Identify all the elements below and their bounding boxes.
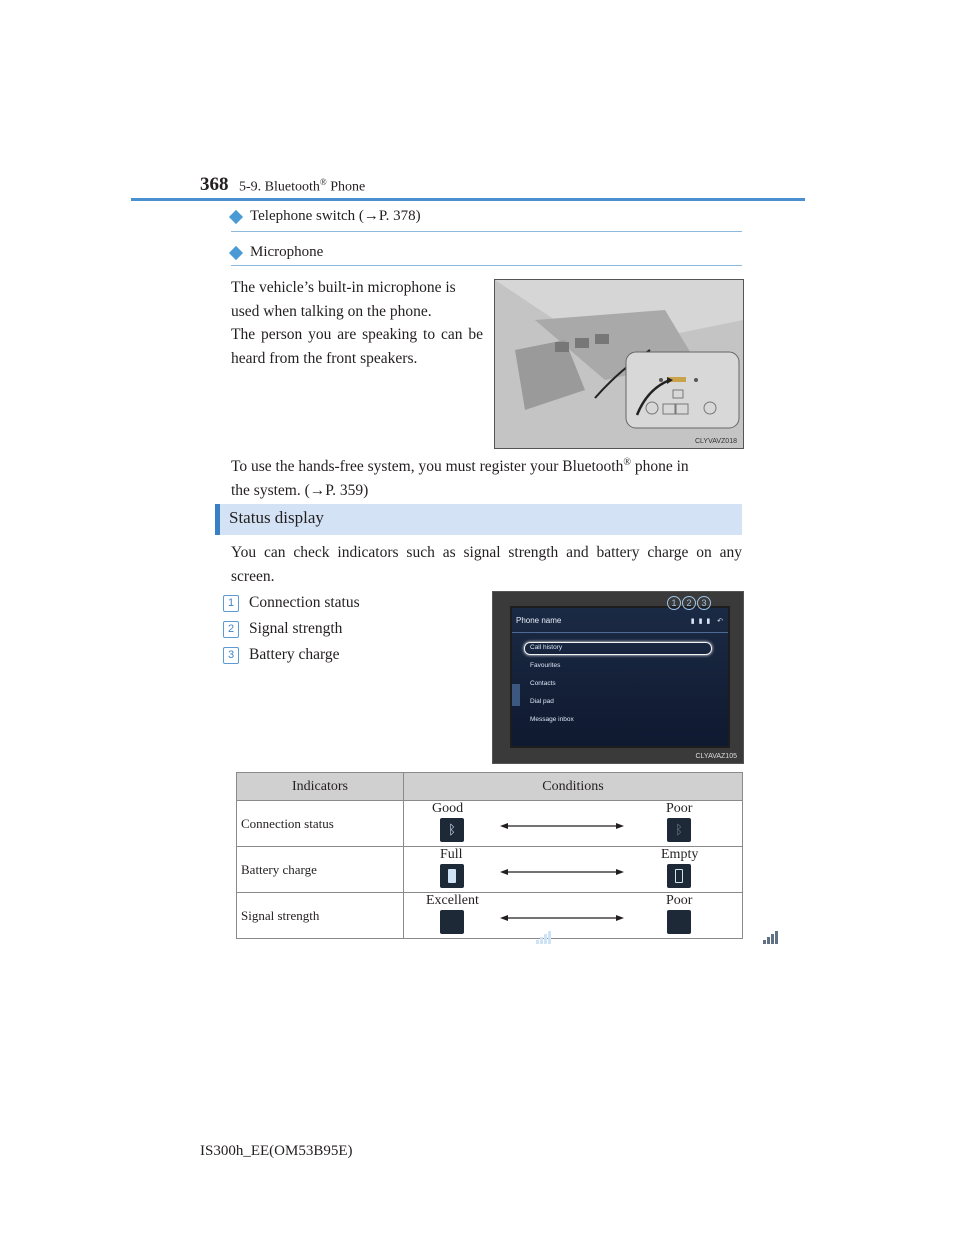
- chapter-title: [239, 177, 365, 196]
- signal-low-icon: [667, 910, 691, 934]
- condition-right-label: Poor: [666, 801, 693, 816]
- status-intro: You can check indicators such as signal strength and battery charge on any screen.: [231, 544, 742, 585]
- menu-item[interactable]: Message inbox: [530, 716, 574, 723]
- screen-title: Phone name: [516, 616, 562, 625]
- condition-left-label: Excellent: [426, 893, 479, 908]
- table-cell-label: Signal strength: [237, 893, 404, 939]
- table-header: Conditions: [404, 773, 743, 801]
- table-cell-label: Connection status: [237, 801, 404, 847]
- indicator-table: [236, 772, 743, 939]
- bluetooth-icon: ᛒ: [667, 818, 691, 842]
- table-cell-conditions: [404, 893, 743, 939]
- battery-full-icon: [440, 864, 464, 888]
- double-arrow-icon: [500, 821, 624, 831]
- side-scroll-tab[interactable]: [512, 684, 520, 706]
- chapter-text: 5-9. Bluetooth: [239, 179, 320, 195]
- display-screen: [510, 606, 730, 748]
- table-row: [237, 801, 743, 847]
- table-cell-conditions: [404, 847, 743, 893]
- table-cell-conditions: [404, 801, 743, 847]
- status-icons: ▮ ▮ ▮ ↶: [690, 618, 724, 625]
- list-item-label: Battery charge: [249, 646, 340, 663]
- screen-menu: [530, 643, 574, 724]
- hands-free-line2: the system. (→P. 359): [231, 482, 369, 500]
- microphone-text: Microphone: [250, 244, 324, 260]
- menu-item[interactable]: Dial pad: [530, 698, 554, 705]
- callout-badge: 3: [697, 596, 711, 610]
- bluetooth-icon: ᛒ: [440, 818, 464, 842]
- condition-right-label: Empty: [661, 847, 699, 862]
- table-header: Indicators: [237, 773, 404, 801]
- subhead-rule: [231, 265, 742, 266]
- hands-free-line1-tail: phone in: [630, 458, 689, 476]
- table-row: [237, 847, 743, 893]
- overhead-console-illustration: [495, 280, 743, 448]
- header-rule: [131, 198, 805, 201]
- number-badge: 2: [223, 621, 239, 638]
- condition-left-label: Good: [432, 801, 464, 816]
- telephone-switch-text: Telephone switch (→P. 378): [250, 208, 421, 224]
- table-header-row: [237, 773, 743, 801]
- status-item-list: [223, 590, 360, 668]
- subhead-rule: [231, 231, 742, 232]
- diamond-bullet-icon: [229, 245, 243, 259]
- microphone-paragraph-1: The vehicle’s built-in microphone is used when talking on the phone.: [231, 279, 456, 320]
- table-row: [237, 893, 743, 939]
- list-item-label: Signal strength: [249, 620, 343, 637]
- microphone-location-figure: [494, 279, 744, 449]
- callout-numbers: [667, 596, 711, 610]
- registered-mark: ®: [623, 457, 631, 468]
- hands-free-line1: To use the hands-free system, you must register your Bluetooth: [231, 458, 624, 476]
- list-item: [223, 616, 360, 642]
- figure-code: CLYVAVZ018: [694, 438, 737, 445]
- list-item-label: Connection status: [249, 594, 360, 611]
- callout-badge: 1: [667, 596, 681, 610]
- hands-free-paragraph: [231, 451, 746, 503]
- callout-badge: 2: [682, 596, 696, 610]
- page-number: 368: [200, 174, 229, 195]
- registered-mark: ®: [319, 177, 327, 187]
- screen-figure: [492, 591, 744, 764]
- list-item: [223, 590, 360, 616]
- section-title: Status display: [229, 508, 324, 527]
- figure-code: CLYAVAZ105: [695, 753, 737, 760]
- diamond-bullet-icon: [229, 209, 243, 223]
- menu-item[interactable]: Favourites: [530, 662, 561, 669]
- number-badge: 1: [223, 595, 239, 612]
- condition-left-label: Full: [440, 847, 463, 862]
- number-badge: 3: [223, 647, 239, 664]
- signal-full-icon: [440, 910, 464, 934]
- chapter-tail: Phone: [326, 179, 366, 195]
- telephone-switch-heading: [231, 208, 421, 225]
- double-arrow-icon: [500, 913, 624, 923]
- microphone-paragraph-2: The person you are speaking to can be heard from the front speakers.: [231, 326, 483, 367]
- list-item: [223, 642, 360, 668]
- document-code: IS300h_EE(OM53B95E): [200, 1143, 353, 1159]
- double-arrow-icon: [500, 867, 624, 877]
- menu-item[interactable]: Contacts: [530, 680, 556, 687]
- battery-empty-icon: [667, 864, 691, 888]
- microphone-heading: [231, 244, 323, 261]
- section-header-accent: [215, 504, 220, 535]
- table-cell-label: Battery charge: [237, 847, 404, 893]
- condition-right-label: Poor: [666, 893, 693, 908]
- divider: [512, 632, 728, 633]
- menu-item[interactable]: Call history: [530, 644, 563, 651]
